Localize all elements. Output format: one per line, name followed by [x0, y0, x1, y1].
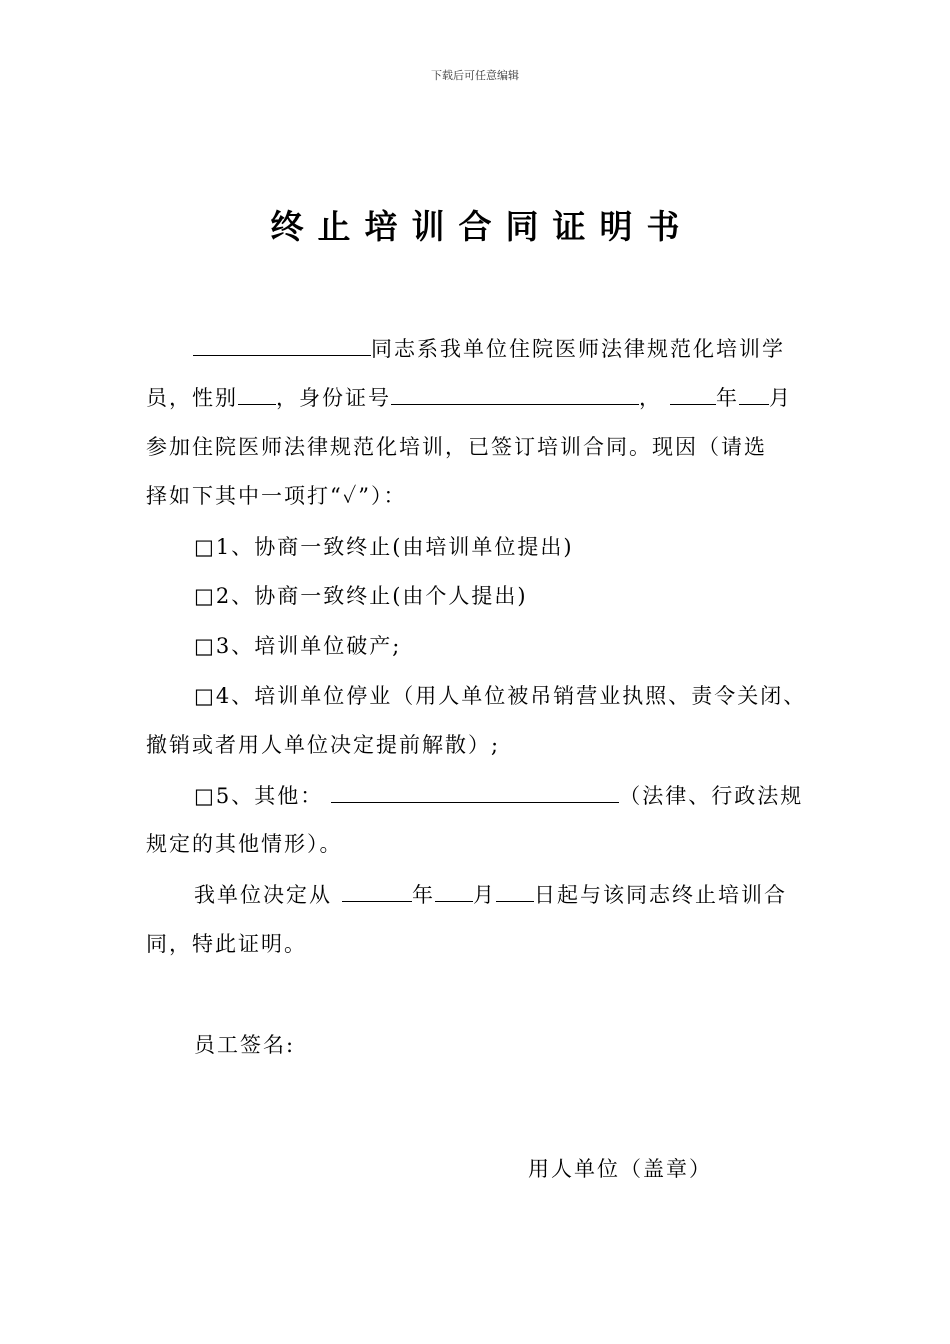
para1-line2	[146, 382, 950, 413]
gender-label: 员，性别	[146, 386, 238, 410]
comma: ，	[639, 386, 662, 410]
para1-line3: 参加住院医师法律规范化培训，已签订培训合同。现因（请选	[146, 435, 767, 459]
option-5-label[interactable]: □5、其他：	[194, 784, 324, 808]
end-month-blank[interactable]	[435, 879, 473, 902]
gender-blank[interactable]	[238, 382, 276, 405]
option-3[interactable]: □3、培训单位破产;	[194, 634, 402, 658]
employee-signature-label: 员工签名:	[194, 1033, 296, 1057]
id-number-blank[interactable]	[391, 382, 639, 405]
para1-line1-text: 同志系我单位住院医师法律规范化培训学	[371, 337, 785, 361]
other-reason-blank[interactable]	[331, 780, 619, 803]
decision-line2: 同，特此证明。	[146, 932, 307, 956]
end-month-label: 月	[473, 883, 496, 907]
name-blank[interactable]	[193, 333, 371, 356]
month-label: 月	[769, 386, 792, 410]
option-2[interactable]: □2、协商一致终止(由个人提出)	[194, 584, 528, 608]
id-label: ，身份证号	[276, 386, 391, 410]
document-title: 终止培训合同证明书	[270, 207, 694, 246]
join-year-blank[interactable]	[670, 382, 716, 405]
end-year-label: 年	[412, 883, 435, 907]
para1-line4: 择如下其中一项打“✓”）：	[146, 484, 407, 508]
decision-prefix: 我单位决定从	[194, 883, 332, 907]
join-month-blank[interactable]	[739, 382, 769, 405]
option-5-continued: 规定的其他情形）。	[146, 832, 343, 856]
decision-suffix: 日起与该同志终止培训合	[534, 883, 787, 907]
end-day-blank[interactable]	[496, 879, 534, 902]
option-5-note: （法律、行政法规	[619, 784, 804, 808]
para1-line1	[0, 333, 950, 364]
year-label: 年	[716, 386, 739, 410]
option-5	[194, 780, 950, 811]
option-4[interactable]: □4、培训单位停业（用人单位被吊销营业执照、责令关闭、	[194, 684, 807, 708]
option-1[interactable]: □1、协商一致终止(由培训单位提出)	[194, 535, 574, 559]
option-4-continued: 撤销或者用人单位决定提前解散）;	[146, 733, 501, 757]
decision-line1	[194, 879, 950, 910]
end-year-blank[interactable]	[342, 879, 412, 902]
header-note: 下载后可任意编辑	[431, 69, 519, 82]
employer-seal-label: 用人单位（盖章）	[528, 1157, 712, 1181]
